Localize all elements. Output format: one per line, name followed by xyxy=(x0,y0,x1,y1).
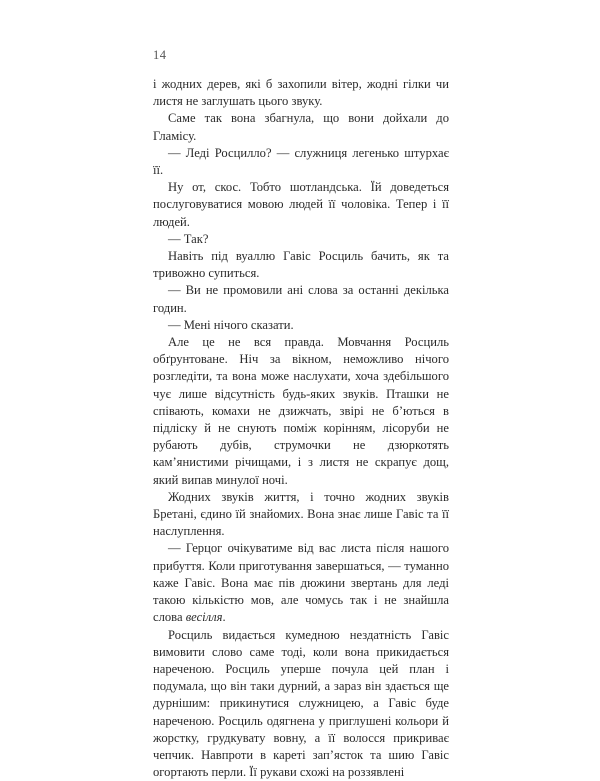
emphasis-word: весілля xyxy=(186,610,223,624)
paragraph: Росциль видається кумедною нездатність Гавіс вимовити слово саме тоді, коли вона прикидається нареченою. Росциль уперше почула цей план і подумала, що він таки дурний, а зараз він здається ще дурнішим: прикинутися служницею, а Гавіс буде нареченою. Росциль одягнена у приглушені кольори й жорстку, грудкувату вовну, а її волосся прикриває чепчик. Навпроти в кареті зап’ясток та шию Гавіс огортають перли. Її рукави схожі на роззявлені xyxy=(153,627,449,781)
paragraph: Але це не вся правда. Мовчання Росциль обґрунтоване. Ніч за вікном, неможливо нічого розгледіти, та вона може наслухати, хоча здебільшого чує лише відсутність будь-яких звуків. Пташки не співають, комахи не дзижчать, звірі не б’ються в підліску й не снують поміж корінням, лісоруби не рубають дубів, струмочки не дзюркотять кам’янистими річищами, і з листя не скрапує дощ, який випав минулої ночі. xyxy=(153,334,449,489)
paragraph-text: — Герцог очікуватиме від вас листа після нашого прибуття. Коли приготування завершаться, — туманно каже Гавіс. Вона має пів дюжини звертань для леді такою кількістю мов, але чомусь так і не знайшла слова xyxy=(153,541,449,624)
paragraph: Жодних звуків життя, і точно жодних звуків Бретані, єдино їй знайомих. Вона знає лише Гавіс та її наслуплення. xyxy=(153,489,449,541)
paragraph-with-emphasis xyxy=(153,540,449,626)
paragraph: — Так? xyxy=(153,231,449,248)
paragraph: Саме так вона збагнула, що вони дойхали до Гламісу. xyxy=(153,110,449,144)
emphasis-suffix: . xyxy=(223,610,226,624)
page-number: 14 xyxy=(153,48,167,63)
paragraph: — Ви не промовили ані слова за останні декілька годин. xyxy=(153,282,449,316)
body-text xyxy=(153,76,449,781)
paragraph: і жодних дерев, які б захопили вітер, жодні гілки чи листя не заглушать цього звуку. xyxy=(153,76,449,110)
paragraph: Ну от, скос. Тобто шотландська. Їй доведеться послуговуватися мовою людей її чоловіка. Тепер і її людей. xyxy=(153,179,449,231)
paragraph: — Мені нічого сказати. xyxy=(153,317,449,334)
paragraph: Навіть під вуаллю Гавіс Росциль бачить, як та тривожно супиться. xyxy=(153,248,449,282)
paragraph: — Леді Росцилло? — служниця легенько штурхає її. xyxy=(153,145,449,179)
